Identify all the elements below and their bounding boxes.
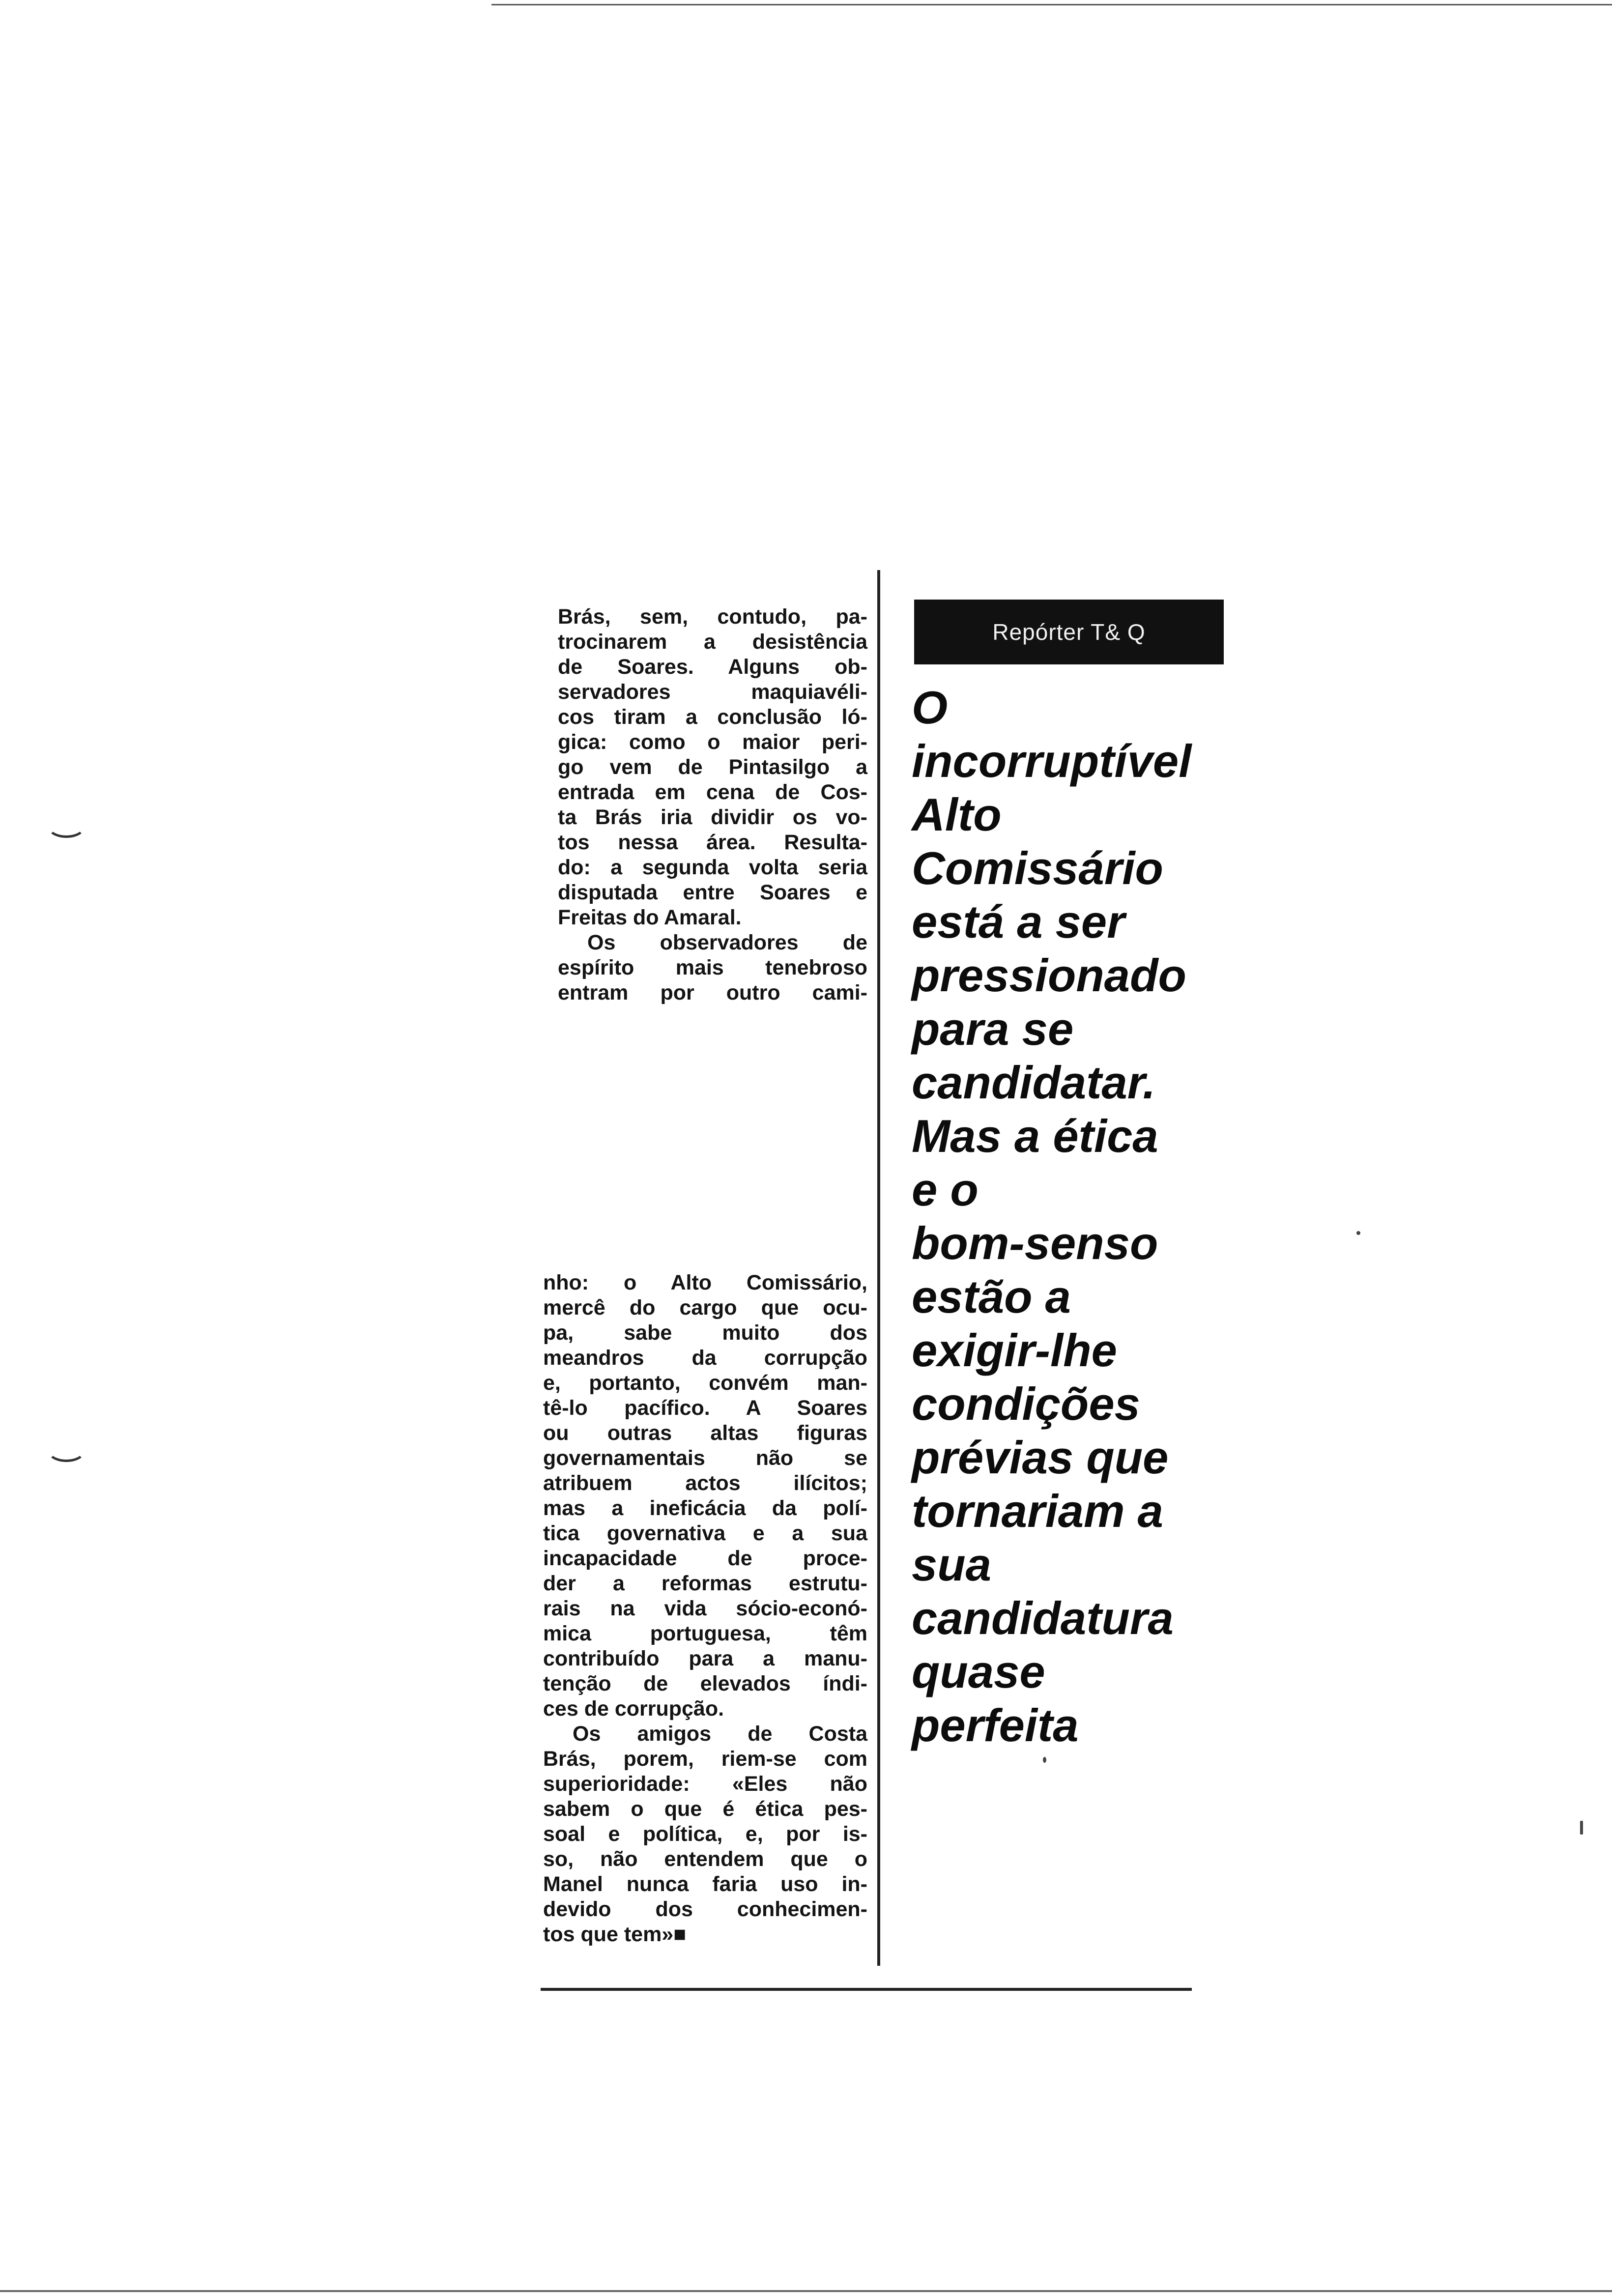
headline-line: incorruptível — [912, 735, 1192, 787]
article-text-line: tos que tem»■ — [543, 1923, 687, 1946]
article-text-line: incapacidade de proce- — [543, 1547, 867, 1570]
article-text-line: contribuído para a manu- — [543, 1647, 867, 1670]
headline-line: candidatar. — [912, 1057, 1156, 1108]
article-text-line: mas a ineficácia da polí- — [543, 1496, 867, 1520]
article-text-line: Brás, sem, contudo, pa- — [558, 605, 867, 629]
article-text-line: tenção de elevados índi- — [543, 1672, 867, 1695]
binder-mark-lower — [47, 1437, 86, 1462]
article-text-line: de Soares. Alguns ob- — [558, 655, 867, 679]
article-text-line: devido dos conhecimen- — [543, 1897, 867, 1921]
headline-line: para se — [912, 1003, 1074, 1055]
article-text-line: e, portanto, convém man- — [543, 1371, 867, 1395]
headline-line: Comissário — [912, 842, 1163, 894]
headline-line: sua — [912, 1539, 991, 1590]
article-text-line: governamentais não se — [543, 1446, 867, 1470]
headline-line: tornariam a — [912, 1485, 1163, 1537]
reporter-tag-banner — [914, 600, 1224, 664]
article-text-line: rais na vida sócio-econó- — [543, 1597, 867, 1620]
headline-line: O — [912, 682, 948, 733]
scan-speck — [1356, 1231, 1360, 1235]
article-text-line: disputada entre Soares e — [558, 881, 867, 904]
scan-speck — [1580, 1821, 1583, 1835]
top-scan-edge — [491, 4, 1612, 5]
headline-line: candidatura — [912, 1592, 1174, 1644]
article-text-line: gica: como o maior peri- — [558, 730, 867, 754]
article-text-line: entrada em cena de Cos- — [558, 780, 867, 804]
article-text-line: atribuem actos ilícitos; — [543, 1471, 867, 1495]
article-text-line: cos tiram a conclusão ló- — [558, 705, 867, 729]
article-text-line: der a reformas estrutu- — [543, 1572, 867, 1595]
headline-line: exigir-lhe — [912, 1324, 1117, 1376]
headline-line: bom-senso — [912, 1217, 1158, 1269]
headline-line: quase — [912, 1646, 1045, 1697]
article-text-line: mica portuguesa, têm — [543, 1622, 867, 1645]
article-text-line: tica governativa e a sua — [543, 1521, 867, 1545]
article-text-line: Os observadores de — [587, 931, 867, 954]
article-text-line: Freitas do Amaral. — [558, 906, 742, 929]
bottom-scan-edge — [0, 2290, 1612, 2292]
article-text-line: go vem de Pintasilgo a — [558, 755, 867, 779]
headline-line: perfeita — [912, 1699, 1079, 1751]
binder-mark-upper — [47, 813, 86, 838]
article-text-line: meandros da corrupção — [543, 1346, 867, 1370]
headline-line: prévias que — [912, 1432, 1169, 1483]
headline-line: estão a — [912, 1271, 1071, 1322]
sidebar-headline — [912, 681, 1226, 1752]
article-text-line: sabem o que é ética pes- — [543, 1797, 867, 1821]
article-text-line: so, não entendem que o — [543, 1847, 867, 1871]
article-text-line: pa, sabe muito dos — [543, 1321, 867, 1345]
article-text-line: entram por outro cami- — [558, 981, 867, 1004]
article-text-line: Manel nunca faria uso in- — [543, 1872, 867, 1896]
article-text-line: ta Brás iria dividir os vo- — [558, 805, 867, 829]
headline-line: e o — [912, 1164, 979, 1215]
scan-speck — [1043, 1757, 1046, 1763]
headline-line: Mas a ética — [912, 1110, 1158, 1162]
article-text-line: ou outras altas figuras — [543, 1421, 867, 1445]
article-column-1 — [558, 604, 867, 1005]
headline-line: está a ser — [912, 896, 1125, 947]
column-divider-rule — [877, 570, 880, 1966]
article-text-line: ces de corrupção. — [543, 1697, 724, 1721]
footer-rule — [541, 1988, 1192, 1991]
article-text-line: tos nessa área. Resulta- — [558, 831, 867, 854]
article-text-line: Brás, porem, riem-se com — [543, 1747, 867, 1771]
headline-line: Alto — [912, 789, 1002, 840]
article-text-line: tê-lo pacífico. A Soares — [543, 1396, 867, 1420]
headline-line: condições — [912, 1378, 1140, 1430]
article-column-2 — [543, 1270, 867, 1947]
article-text-line: superioridade: «Eles não — [543, 1772, 867, 1796]
article-text-line: do: a segunda volta seria — [558, 856, 867, 879]
article-text-line: mercê do cargo que ocu- — [543, 1296, 867, 1320]
article-text-line: soal e política, e, por is- — [543, 1822, 867, 1846]
article-text-line: servadores maquiavéli- — [558, 680, 867, 704]
article-text-line: espírito mais tenebroso — [558, 956, 867, 979]
article-text-line: trocinarem a desistência — [558, 630, 867, 654]
article-text-line: Os amigos de Costa — [573, 1722, 867, 1746]
article-text-line: nho: o Alto Comissário, — [543, 1271, 867, 1294]
reporter-tag-label: Repórter T& Q — [992, 619, 1146, 645]
headline-line: pressionado — [912, 949, 1186, 1001]
